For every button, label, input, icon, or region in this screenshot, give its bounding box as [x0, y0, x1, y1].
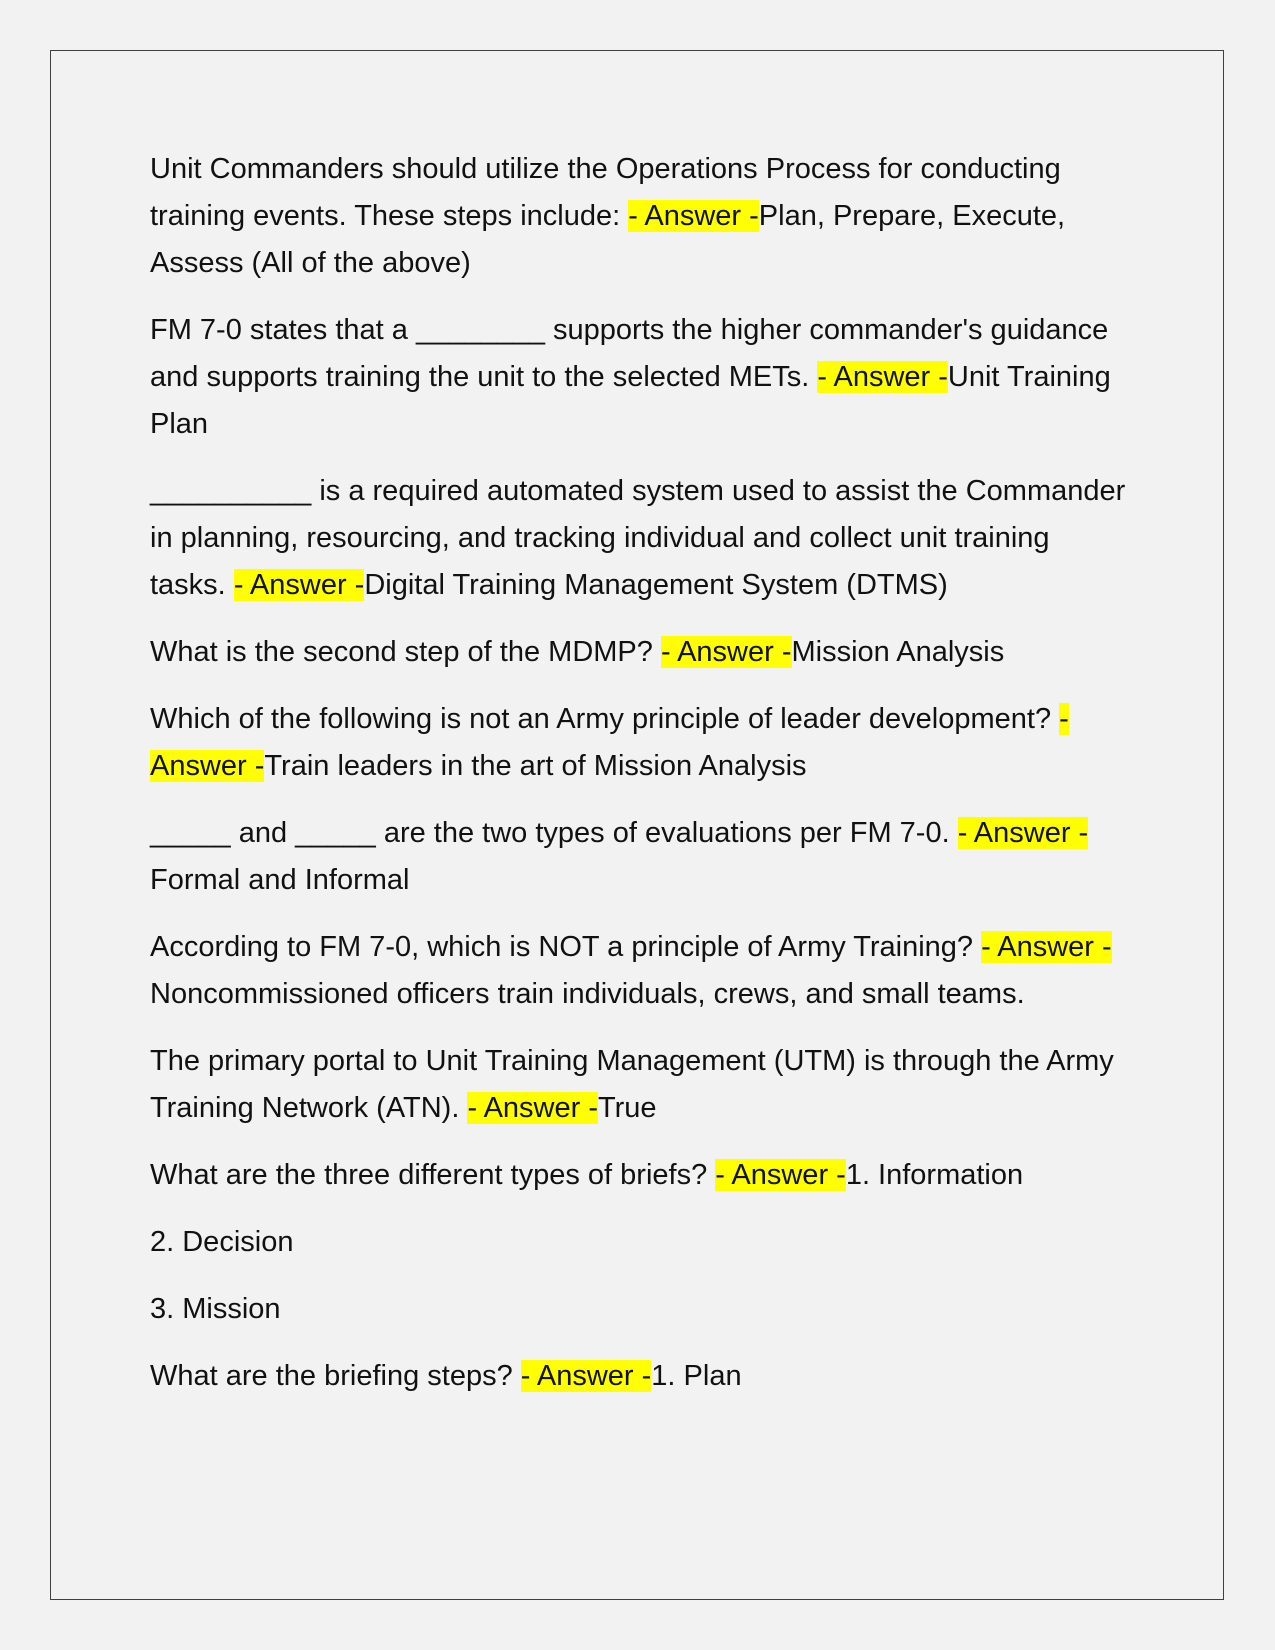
answer-text: 1. Information — [845, 1159, 1024, 1191]
question-text: The primary portal to Unit Training Management (UTM) is through the Army Training Network (ATN). — [150, 1045, 1114, 1124]
question-text: Which of the following is not an Army principle of leader development? — [150, 703, 1060, 735]
qa-item — [150, 696, 1130, 790]
qa-item — [150, 468, 1130, 609]
answer-text: Formal and Informal — [150, 864, 410, 896]
qa-item — [150, 1152, 1130, 1199]
answer-continuation-line: 3. Mission — [150, 1293, 281, 1325]
answer-continuation-line: 2. Decision — [150, 1226, 294, 1258]
question-text: According to FM 7-0, which is NOT a principle of Army Training? — [150, 931, 982, 963]
qa-item — [150, 629, 1130, 676]
answer-marker: - Answer - — [660, 636, 792, 668]
qa-item — [150, 146, 1130, 287]
question-text: _____ and _____ are the two types of evaluations per FM 7-0. — [150, 817, 958, 849]
qa-item — [150, 307, 1130, 448]
question-text: Unit Commanders should utilize the Operations Process for conducting training events. These steps include: — [150, 153, 1061, 232]
qa-item — [150, 1353, 1130, 1400]
answer-text: True — [597, 1092, 657, 1124]
answer-marker: - Answer - — [817, 361, 948, 393]
answer-text: 1. Plan — [651, 1360, 742, 1392]
question-text: What is the second step of the MDMP? — [150, 636, 661, 668]
answer-marker: - Answer - — [957, 817, 1089, 849]
answer-text: Digital Training Management System (DTMS) — [364, 569, 948, 601]
qa-item — [150, 924, 1130, 1018]
answer-marker: - Answer - — [150, 703, 1069, 782]
question-text: FM 7-0 states that a ________ supports the higher commander's guidance and supports training the unit to the selected METs. — [150, 314, 1109, 393]
qa-item — [150, 1038, 1130, 1132]
answer-marker: - Answer - — [233, 569, 365, 601]
answer-marker: - Answer - — [981, 931, 1112, 963]
answer-marker: - Answer - — [467, 1092, 598, 1124]
answer-text: Train leaders in the art of Mission Analysis — [264, 750, 807, 782]
qa-item — [150, 810, 1130, 904]
question-text: __________ is a required automated system used to assist the Commander in planning, resourcing, and tracking individual and collect unit training tasks. — [150, 475, 1126, 601]
answer-text: Noncommissioned officers train individuals, crews, and small teams. — [150, 978, 1025, 1010]
answer-marker: - Answer - — [520, 1360, 652, 1392]
answer-marker: - Answer - — [628, 200, 759, 232]
document-body — [150, 146, 1130, 1420]
question-text: What are the briefing steps? — [150, 1360, 521, 1392]
answer-marker: - Answer - — [715, 1159, 846, 1191]
answer-text: Mission Analysis — [791, 636, 1005, 668]
answer-text: Unit Training Plan — [150, 361, 1111, 440]
answer-text: Plan, Prepare, Execute, Assess (All of the above) — [150, 200, 1066, 279]
question-text: What are the three different types of briefs? — [150, 1159, 716, 1191]
